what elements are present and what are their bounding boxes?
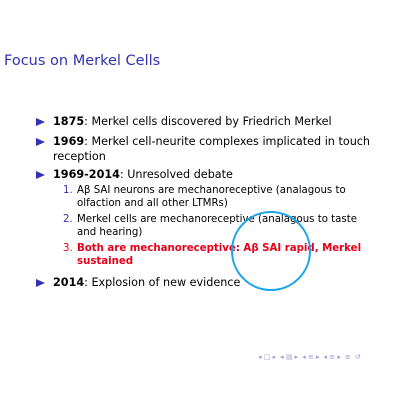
enumerate-text: Merkel cells are mechanoreceptive (analagous to taste and hearing) [77,214,357,238]
item-description: : Unresolved debate [119,168,233,181]
nav-subsection-icon[interactable]: ◂ ▤ ▸ [280,353,299,361]
item-year: 1969-2014 [53,168,120,181]
nav-document-icon[interactable]: ◂ ≡ ▸ [323,353,341,361]
nav-section-icon[interactable]: ◂ ≡ ▸ [302,353,320,361]
triangle-bullet-icon [36,118,45,126]
triangle-bullet-icon [36,279,45,287]
item-description: : Merkel cell-neurite complexes implicated in touch reception [53,135,371,163]
frame-title: Focus on Merkel Cells [4,53,161,69]
nav-frame-icon[interactable]: ◂ □ ▸ [258,353,277,361]
triangle-bullet-icon [36,171,45,179]
triangle-bullet-icon [36,138,45,146]
item-year: 1969 [53,135,85,148]
item-description: : Explosion of new evidence [84,276,241,289]
enumerate-number: 2. [63,214,73,225]
nav-search-icon[interactable]: ↺ [354,353,361,361]
nav-toc-icon[interactable]: ≡ [344,353,351,361]
item-year: 1875 [53,115,85,128]
item-description: : Merkel cells discovered by Friedrich Merkel [84,115,332,128]
enumerate-number: 3. [63,243,73,254]
annotation-circle [231,211,311,291]
enumerate-number: 1. [63,185,73,196]
enumerate-text-alert: Both are mechanoreceptive: Aβ SAI rapid, Merkel sustained [77,243,362,267]
beamer-navigation-bar [258,353,361,361]
item-year: 2014 [53,276,85,289]
enumerate-text: Aβ SAI neurons are mechanoreceptive (analagous to olfaction and all other LTMRs) [77,185,346,209]
